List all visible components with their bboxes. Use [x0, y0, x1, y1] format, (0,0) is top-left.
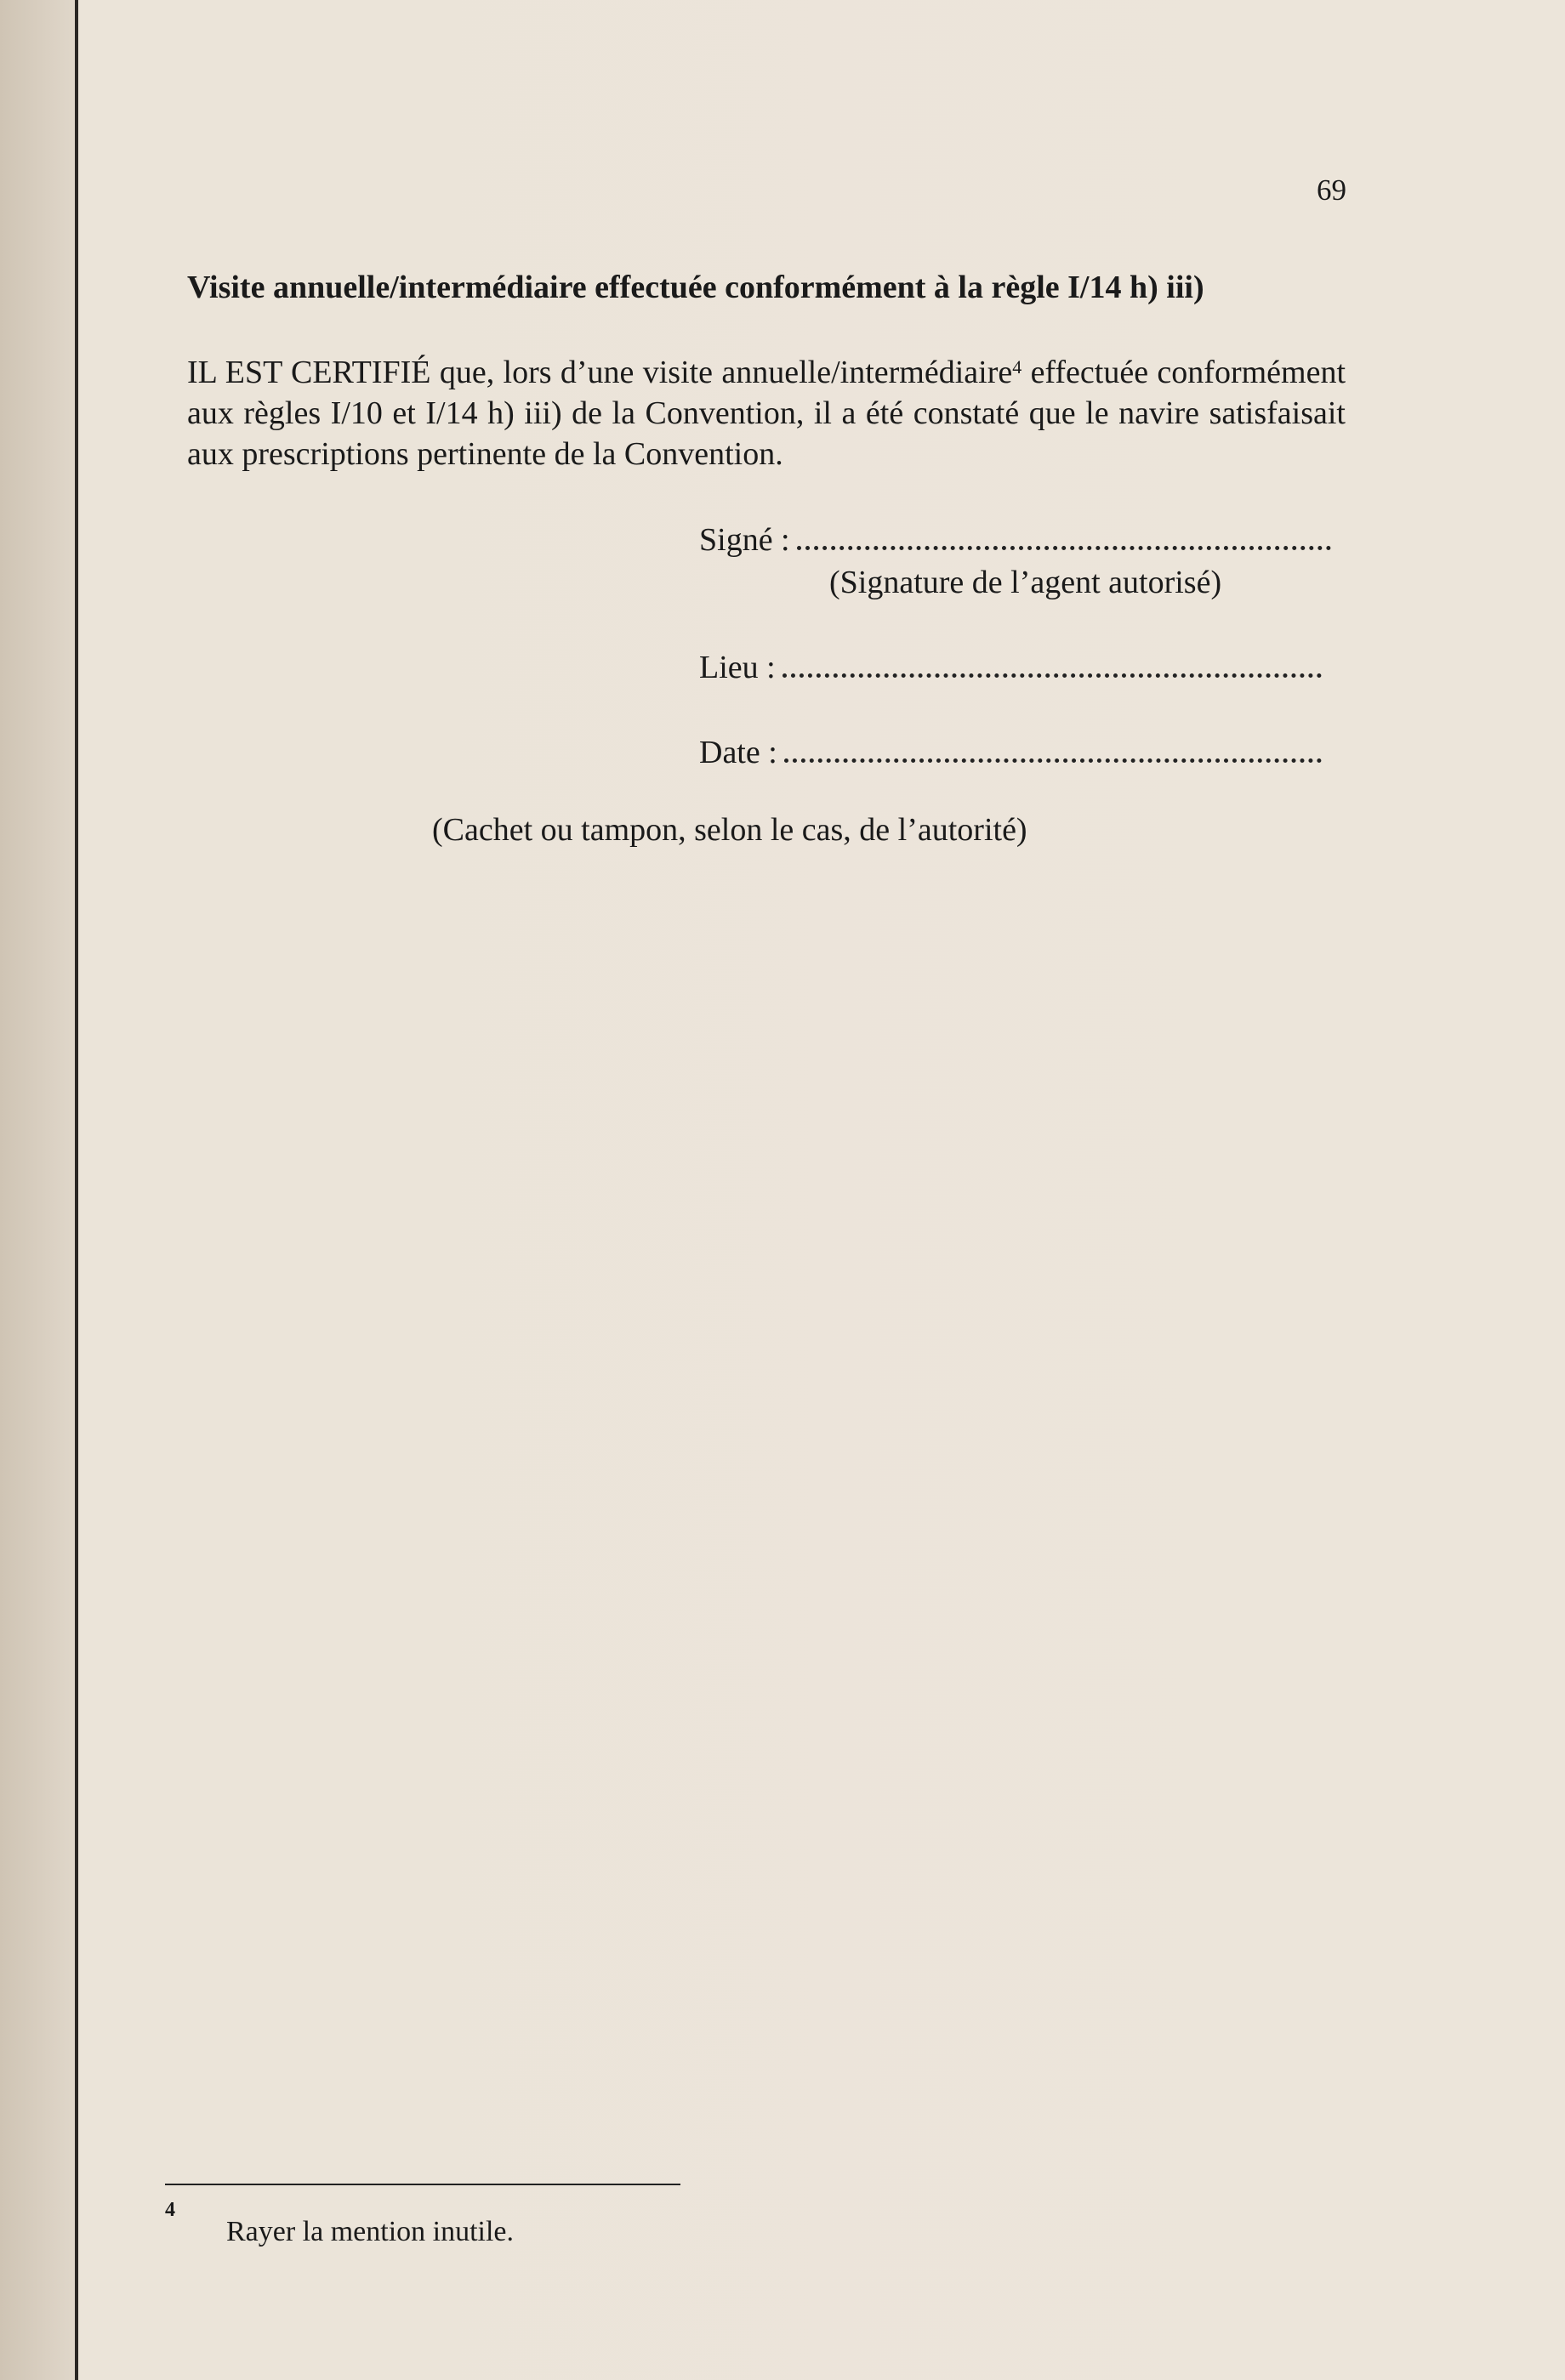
paragraph-text-end: effectuée conformément aux règles I/10 et I/14 h) iii) de la Convention, il a été constaté que le navire satisfaisait aux prescriptions pertinente de la Convention.: [187, 355, 1346, 472]
binding-edge: [75, 0, 78, 2380]
footnote-divider: [165, 2184, 680, 2185]
place-row: [699, 643, 1322, 686]
date-row: [699, 728, 1322, 771]
signature-caption: (Signature de l’agent autorisé): [829, 565, 1222, 600]
place-label: Lieu :: [699, 650, 776, 685]
date-label: Date :: [699, 735, 777, 770]
footnote-text: Rayer la mention inutile.: [226, 2216, 515, 2247]
signature-line[interactable]: [797, 515, 1331, 550]
signed-row: [699, 515, 1331, 559]
page-number: 69: [1317, 173, 1346, 207]
footnote-marker: 4: [165, 2199, 175, 2221]
stamp-caption: (Cachet ou tampon, selon le cas, de l’autorité): [432, 812, 1027, 848]
signed-label: Signé :: [699, 522, 790, 558]
date-line[interactable]: [784, 728, 1322, 763]
footnote-reference: 4: [1012, 356, 1022, 378]
section-heading: Visite annuelle/intermédiaire effectuée conformément à la règle I/14 h) iii): [187, 270, 1204, 305]
certification-paragraph: [187, 352, 1346, 474]
binding-shadow: [0, 0, 75, 2380]
place-line[interactable]: [782, 643, 1322, 678]
paragraph-text-start: IL EST CERTIFIÉ que, lors d’une visite annuelle/intermédiaire: [187, 355, 1013, 390]
